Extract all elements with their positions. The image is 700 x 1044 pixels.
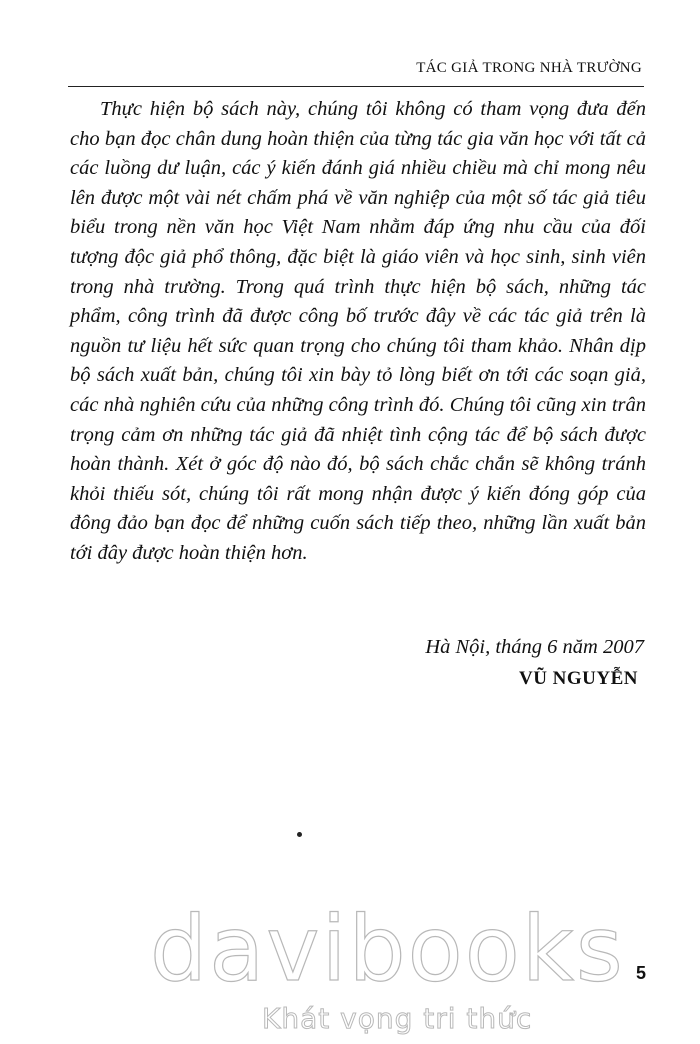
body-paragraph: Thực hiện bộ sách này, chúng tôi không có tham vọng đưa đến cho bạn đọc chân dung hoàn thiện của từng tác gia văn học với tất cả các luồng dư luận, các ý kiến đánh giá nhiều chiều mà chỉ mong nêu lên được một vài nét chấm phá về văn nghiệp của một số tác giả tiêu biểu trong nền văn học Việt Nam nhằm đáp ứng nhu cầu của đối tượng độc giả phổ thông, đặc biệt là giáo viên và học sinh, sinh viên trong nhà trường. Trong quá trình thực hiện bộ sách, những tác phẩm, công trình đã được công bố trước đây về các tác giả trên là nguồn tư liệu hết sức quan trọng cho chúng tôi tham khảo. Nhân dịp bộ sách xuất bản, chúng tôi xin bày tỏ lòng biết ơn tới các soạn giả, các nhà nghiên cứu của những công trình đó. Chúng tôi cũng xin trân trọng cảm ơn những tác giả đã nhiệt tình cộng tác để bộ sách được hoàn thành. Xét ở góc độ nào đó, bộ sách chắc chắn sẽ không tránh khỏi thiếu sót, chúng tôi rất mong nhận được ý kiến đóng góp của đông đảo bạn đọc để những cuốn sách tiếp theo, những lần xuất bản tới đây được hoàn thiện hơn. [70, 98, 646, 564]
page-number: 5 [635, 963, 646, 983]
signature-place-date: Hà Nội, tháng 6 năm 2007 [425, 636, 644, 658]
watermark-tagline: Khát vọng tri thức [262, 1002, 533, 1035]
running-header: TÁC GIẢ TRONG NHÀ TRƯỜNG [416, 60, 642, 76]
watermark-logo: davibooks [150, 897, 625, 1002]
ink-speck [297, 832, 302, 837]
header-rule [68, 86, 644, 87]
signature-author: VŨ NGUYỄN [518, 668, 638, 689]
